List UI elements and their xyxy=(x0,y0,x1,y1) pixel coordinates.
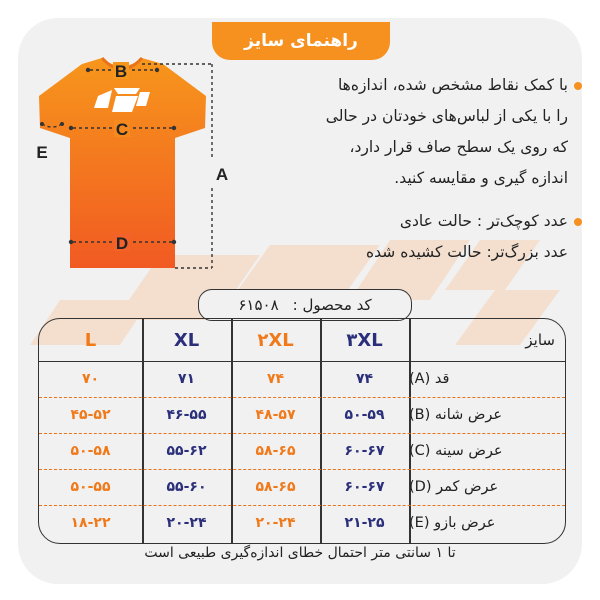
cell: ۵۵-۶۲ xyxy=(166,443,207,459)
cell: ۴۸-۵۷ xyxy=(255,407,296,423)
cell: ۶۰-۶۷ xyxy=(344,479,385,495)
cell: ۷۰ xyxy=(81,371,100,387)
cell: ۲۰-۲۴ xyxy=(166,515,207,531)
product-code-value: ۶۱۵۰۸ xyxy=(238,296,279,314)
bullet-2: عدد کوچک‌تر : حالت عادی عدد بزرگ‌تر: حالت کشیده شده xyxy=(300,206,568,268)
bullet-1: با کمک نقاط مشخص شده، اندازه‌ها را با یکی از لباس‌های خودتان در حالی که روی یک سطح صاف قرار دارد، اندازه گیری و مقایسه کنید. xyxy=(300,70,568,194)
cell: ۶۰-۶۷ xyxy=(344,443,385,459)
col-3xl: ۳XL xyxy=(346,329,383,351)
label-d: D xyxy=(115,234,129,253)
size-header: سایز xyxy=(525,331,555,349)
bullet-dot-icon xyxy=(574,82,582,90)
cell: ۵۸-۶۵ xyxy=(255,443,296,459)
label-b: B xyxy=(114,62,128,81)
cell: ۴۵-۵۲ xyxy=(70,407,111,423)
label-c: C xyxy=(115,120,129,139)
row-label: عرض شانه (B) xyxy=(409,407,503,423)
label-a: A xyxy=(215,165,229,184)
footnote: تا ۱ سانتی متر احتمال خطای اندازه‌گیری طبیعی است xyxy=(144,545,456,561)
cell: ۷۱ xyxy=(177,371,196,387)
cell: ۷۴ xyxy=(355,371,374,387)
cell: ۵۵-۶۰ xyxy=(166,479,207,495)
product-code-label: کد محصول : xyxy=(292,296,372,314)
row-label: قد (A) xyxy=(409,371,450,387)
cell: ۵۰-۵۹ xyxy=(344,407,385,423)
cell: ۵۸-۶۵ xyxy=(255,479,296,495)
label-e: E xyxy=(36,143,48,162)
cell: ۴۶-۵۵ xyxy=(166,407,207,423)
row-label: عرض کمر (D) xyxy=(409,479,499,495)
cell: ۵۰-۵۵ xyxy=(70,479,111,495)
instructions xyxy=(300,70,568,268)
row-label: عرض بازو (E) xyxy=(409,515,496,531)
cell: ۷۴ xyxy=(266,371,285,387)
col-l: L xyxy=(84,329,97,351)
cell: ۲۱-۲۵ xyxy=(344,515,385,531)
cell: ۲۰-۲۴ xyxy=(255,515,296,531)
size-table xyxy=(38,318,566,544)
row-label: عرض سینه (C) xyxy=(409,443,503,459)
cell: ۵۰-۵۸ xyxy=(70,443,111,459)
col-2xl: ۲XL xyxy=(257,329,294,351)
col-xl: XL xyxy=(173,329,200,351)
page-title: راهنمای سایز xyxy=(212,22,390,60)
bullet-dot-icon xyxy=(574,218,582,226)
product-code xyxy=(198,289,412,321)
cell: ۱۸-۲۲ xyxy=(70,515,111,531)
